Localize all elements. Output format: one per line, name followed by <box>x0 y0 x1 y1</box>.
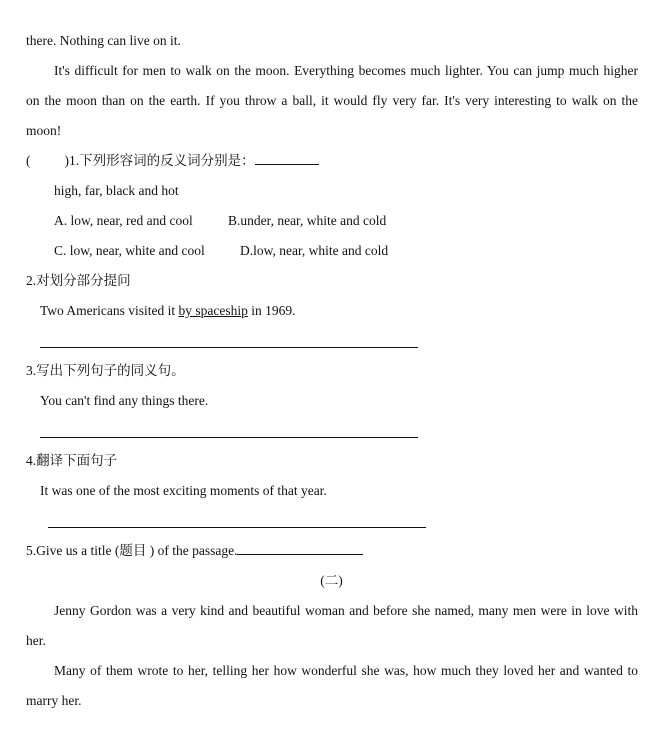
question-1-options-cd <box>54 236 638 266</box>
question-3-stem: 3.写出下列句子的同义句。 <box>26 363 185 378</box>
option-c[interactable]: C. low, near, white and cool <box>54 243 205 258</box>
paragraph-line: her. <box>26 633 46 648</box>
question-1-words: high, far, black and hot <box>54 183 179 198</box>
answer-paren-close: ) <box>64 153 69 168</box>
answer-line[interactable] <box>48 527 426 528</box>
underlined-part: by spaceship <box>178 303 248 318</box>
paragraph-line: on the moon than on the earth. If you throw a ball, it would fly very far. It's very interesting to walk on the <box>26 93 638 108</box>
paragraph-line: It's difficult for men to walk on the moon. Everything becomes much lighter. You can jump much higher <box>54 63 638 78</box>
answer-line[interactable] <box>40 347 418 348</box>
question-1-text: 1.下列形容词的反义词分别是： <box>69 153 255 168</box>
section-heading: (二) <box>320 573 343 588</box>
paragraph-line: Many of them wrote to her, telling her how wonderful she was, how much they loved her and wanted to <box>54 663 638 678</box>
paragraph-line: marry her. <box>26 693 82 708</box>
question-1-options-ab <box>54 206 638 236</box>
answer-line[interactable] <box>40 437 418 438</box>
question-2-sentence <box>40 296 638 326</box>
option-b[interactable]: B.under, near, white and cold <box>228 213 387 228</box>
question-4-sentence: It was one of the most exciting moments of that year. <box>40 483 327 498</box>
sentence-part: in 1969. <box>247 303 296 318</box>
answer-paren-open: ( <box>26 153 31 168</box>
question-5-text: 5.Give us a title (题目 ) of the passage. <box>26 543 238 558</box>
paragraph-line: there. Nothing can live on it. <box>26 33 181 48</box>
answer-blank[interactable] <box>237 540 363 555</box>
question-3-sentence: You can't find any things there. <box>40 393 209 408</box>
paragraph-line: moon! <box>26 123 62 138</box>
question-2-stem: 2.对划分部分提问 <box>26 273 131 288</box>
answer-blank[interactable] <box>255 150 319 165</box>
sentence-part: Two Americans visited it <box>40 303 179 318</box>
option-d[interactable]: D.low, near, white and cold <box>240 243 389 258</box>
question-1-stem <box>26 146 638 176</box>
paragraph-line: Jenny Gordon was a very kind and beautiful woman and before she named, many men were in love with <box>54 603 638 618</box>
question-5 <box>26 536 638 566</box>
option-a[interactable]: A. low, near, red and cool <box>54 213 193 228</box>
question-4-stem: 4.翻译下面句子 <box>26 453 118 468</box>
